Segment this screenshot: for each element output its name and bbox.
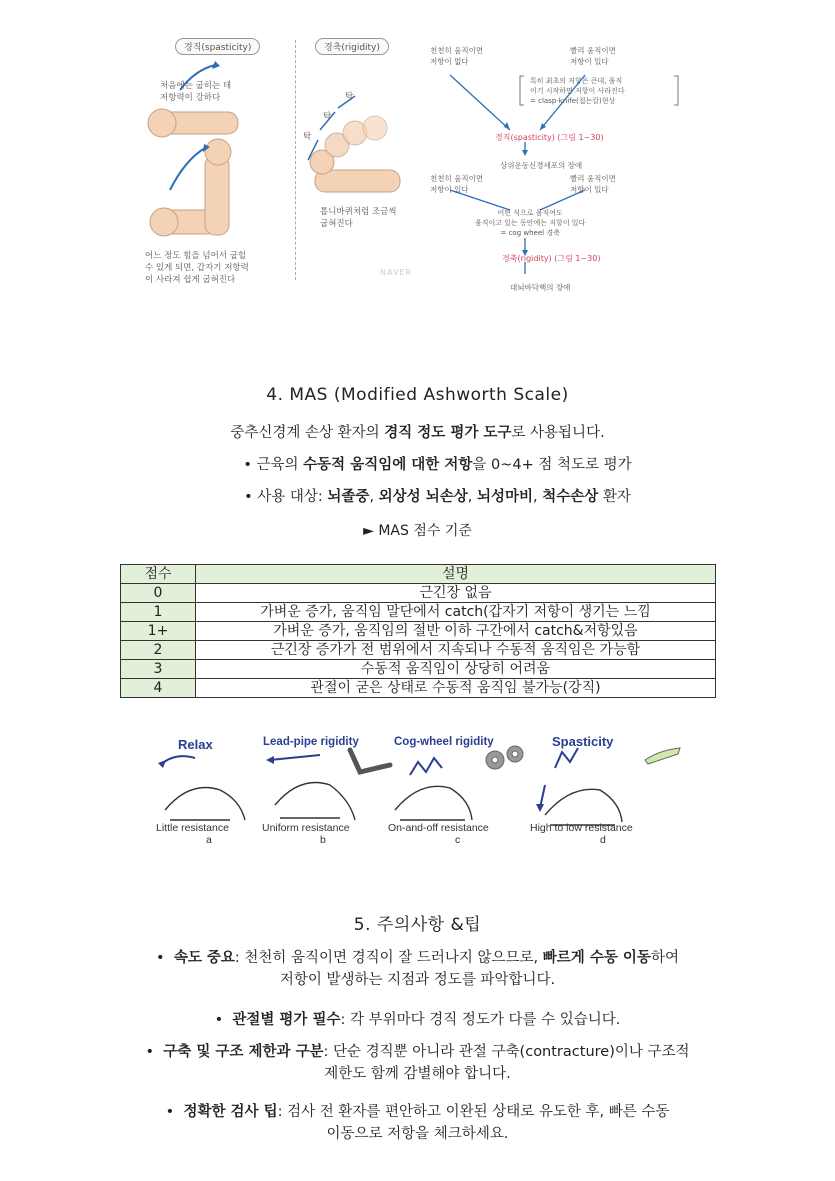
tip-speed	[0, 947, 835, 991]
tip-contracture-text: : 단순 경직뿐 아니라 관절 구축(contracture)이나 구조적	[323, 1044, 690, 1060]
table-row	[121, 660, 716, 679]
letter-d: d	[600, 834, 606, 846]
table-header-row	[121, 565, 716, 584]
intro-text: 중추신경계 손상 환자의	[230, 425, 385, 441]
table-row	[121, 679, 716, 698]
letter-c: c	[455, 834, 461, 846]
score-cell: 4	[121, 679, 196, 698]
table-caption: ► MAS 점수 기준	[363, 523, 472, 539]
title-lead-pipe: Lead-pipe rigidity	[263, 736, 359, 748]
tip-per-joint	[0, 1009, 835, 1031]
bullet2-text-end: 환자	[598, 489, 631, 505]
arrow-leadpipe	[270, 755, 320, 760]
intro-text-end: 로 사용됩니다.	[511, 425, 605, 441]
section4-intro	[0, 422, 835, 444]
bullet-dot: •	[165, 1104, 175, 1120]
flow-rigidity-result: 경축(rigidity) (그림 1~30)	[502, 254, 601, 263]
note-rigidity: 톱니바퀴처럼 조금씩 굽혀진다	[320, 207, 397, 229]
arrow-cogwheel	[410, 758, 442, 775]
section4-bullet2	[0, 486, 835, 508]
clasp-knife-icon	[645, 748, 680, 764]
flow-fast-resist: 빨리 움직이면 저항이 있다	[570, 46, 616, 66]
flow-spasticity-result: 경직(spasticity) (그림 1~30)	[495, 133, 604, 142]
table-row	[121, 584, 716, 603]
caption-uniform: Uniform resistance	[262, 822, 350, 834]
description-cell: 관절이 굳은 상태로 수동적 움직임 불가능(강직)	[196, 679, 716, 698]
watermark: NAVER	[380, 268, 413, 277]
arrow-spasticity	[555, 748, 578, 768]
tip-exam-text: : 검사 전 환자를 편안하고 이완된 상태로 유도한 후, 빠른 수동	[277, 1104, 670, 1120]
title-relax: Relax	[178, 737, 213, 752]
flow-upper-motor: 상위운동신경세포의 장애	[500, 161, 583, 170]
tip-exam	[0, 1101, 835, 1145]
figure-resistance-types	[150, 730, 690, 850]
hand-sketch	[165, 788, 245, 821]
tip-speed-text: : 천천히 움직이면 경직이 잘 드러나지 않으므로,	[234, 950, 543, 966]
flow-fast-resist-2: 빨리 움직이면 저항이 있다	[570, 174, 616, 194]
figure-spasticity-rigidity	[140, 30, 700, 300]
header-description: 설명	[196, 565, 716, 584]
lead-pipe-icon	[350, 750, 390, 772]
score-cell: 0	[121, 584, 196, 603]
tak-label-2: 탁	[323, 112, 332, 122]
bullet-dot: •	[145, 1044, 155, 1060]
letter-b: b	[320, 834, 326, 846]
flow-cog-wheel: 어떤 식으로 움직여도 움직이고 있는 동안에는 저항이 있다 = cog wheel 경축	[475, 209, 586, 237]
target-cp: 뇌성마비	[476, 489, 533, 505]
section4-title: 4. MAS (Modified Ashworth Scale)	[266, 385, 569, 405]
bullet2-text: • 사용 대상:	[244, 489, 328, 505]
caption-high-low: High to low resistance	[530, 822, 633, 834]
title-cog-wheel: Cog-wheel rigidity	[394, 736, 494, 748]
table-row	[121, 603, 716, 622]
section4-bullet1	[0, 454, 835, 476]
description-cell: 근긴장 없음	[196, 584, 716, 603]
title-spasticity: Spasticity	[552, 734, 614, 749]
tak-label-1: 탁	[303, 132, 312, 142]
label-rigidity: 경축(rigidity)	[315, 38, 389, 55]
tak-label-3: 탁	[345, 92, 354, 102]
tip-exam-bold: 정확한 검사 팁	[183, 1104, 278, 1120]
tip-contracture-line2: 제한도 함께 감별해야 합니다.	[324, 1066, 511, 1082]
tip-contracture-bold: 구축 및 구조 제한과 구분	[163, 1044, 324, 1060]
flow-slow-no-resist: 천천히 움직이면 저항이 없다	[430, 46, 484, 66]
bullet-dot: •	[214, 1012, 224, 1028]
caption-on-off: On-and-off resistance	[388, 822, 489, 834]
header-score: 점수	[121, 565, 196, 584]
comma: ,	[369, 489, 379, 505]
score-cell: 1	[121, 603, 196, 622]
bullet1-text-end: 을 0~4+ 점 척도로 평가	[472, 457, 632, 473]
tip-per-joint-text: : 각 부위마다 경직 정도가 다를 수 있습니다.	[340, 1012, 621, 1028]
description-cell: 가벼운 증가, 움직임의 절반 이하 구간에서 catch&저항있음	[196, 622, 716, 641]
description-cell: 근긴장 증가가 전 범위에서 지속되나 수동적 움직임은 가능함	[196, 641, 716, 660]
score-cell: 1+	[121, 622, 196, 641]
flow-clasp-knife: 특히 최초의 저항은 큰데, 움직 이기 시작하면 저항이 사라진다 = clasp-knife(접는칼)현상	[530, 77, 625, 105]
tip-contracture	[0, 1041, 835, 1085]
bullet1-bold: 수동적 움직임에 대한 저항	[303, 457, 473, 473]
mas-score-table	[120, 564, 716, 698]
tip-speed-text-end: 하여	[650, 950, 679, 966]
target-sci: 척수손상	[542, 489, 599, 505]
score-cell: 2	[121, 641, 196, 660]
tip-per-joint-bold: 관절별 평가 필수	[232, 1012, 341, 1028]
flow-slow-resist: 천천히 움직이면 저항이 있다	[430, 174, 484, 194]
label-spasticity: 경직(spasticity)	[175, 38, 260, 55]
description-cell: 가벼운 증가, 움직임 말단에서 catch(갑자기 저항이 생기는 느낌	[196, 603, 716, 622]
note-spasticity-release: 어느 정도 힘을 넘어서 굽힐 수 있게 되면, 갑자기 저항력 이 사라져 쉽게 굽혀진다	[145, 251, 249, 285]
table-row	[121, 641, 716, 660]
bullet-dot: •	[156, 950, 165, 966]
score-cell: 3	[121, 660, 196, 679]
letter-a: a	[206, 834, 212, 846]
intro-bold: 경직 정도 평가 도구	[384, 425, 512, 441]
description-cell: 수동적 움직임이 상당히 어려움	[196, 660, 716, 679]
target-tbi: 외상성 뇌손상	[378, 489, 468, 505]
comma: ,	[533, 489, 543, 505]
tip-speed-bold: 속도 중요	[173, 950, 235, 966]
bullet1-text: • 근육의	[243, 457, 304, 473]
target-stroke: 뇌졸중	[327, 489, 370, 505]
table-row	[121, 622, 716, 641]
tip-speed-bold2: 빠르게 수동 이동	[542, 950, 651, 966]
caption-little: Little resistance	[156, 822, 229, 834]
comma: ,	[467, 489, 477, 505]
flow-basal-ganglia: 대뇌바닥핵의 장애	[510, 283, 571, 292]
tip-exam-line2: 이동으로 저항을 체크하세요.	[326, 1126, 509, 1142]
tip-speed-line2: 저항이 발생하는 지점과 정도를 파악합니다.	[279, 972, 556, 988]
note-spasticity-start: 처음에는 굽히는 데 저항력이 강하다	[160, 81, 232, 103]
section5-title: 5. 주의사항 &팁	[353, 915, 482, 935]
